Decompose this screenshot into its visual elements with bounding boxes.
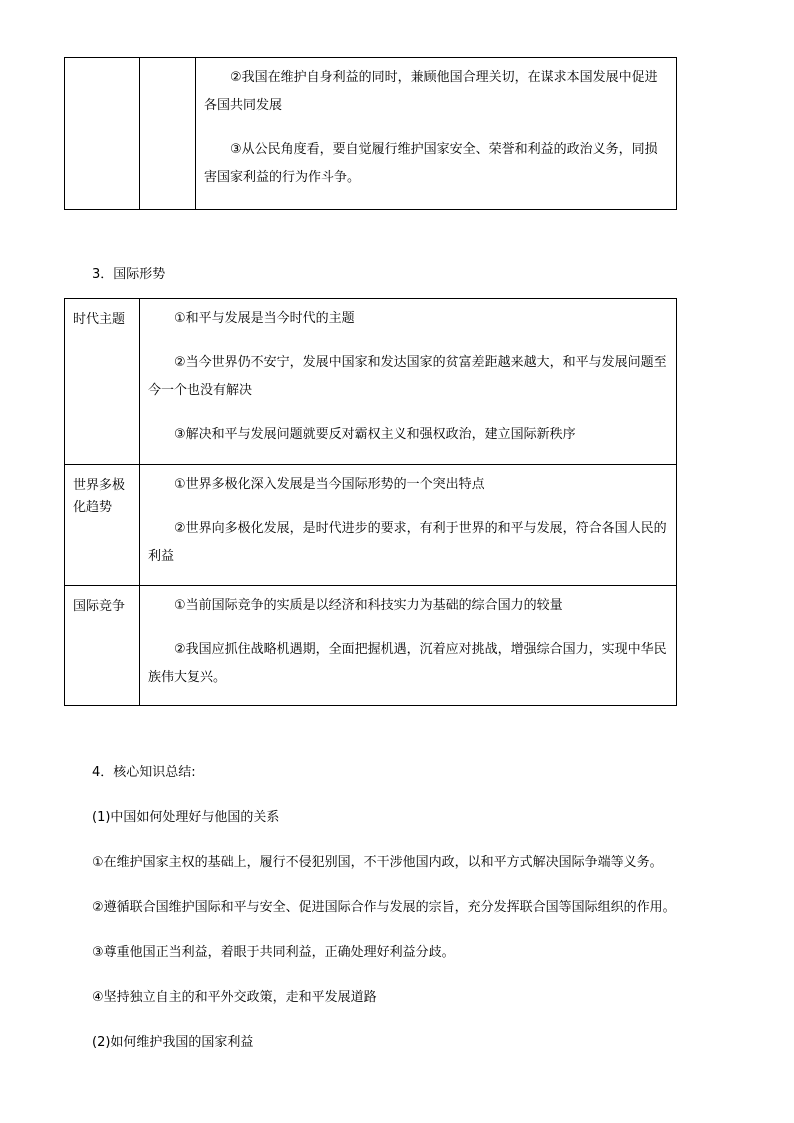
list-item: ②遵循联合国维护国际和平与安全、促进国际合作与发展的宗旨，充分发挥联合国等国际组织的作用。 xyxy=(92,900,676,915)
table-cell-content xyxy=(140,299,677,465)
paragraph: ①和平与发展是当今时代的主题 xyxy=(174,311,355,326)
list-item: ③尊重他国正当利益，着眼于共同利益，正确处理好利益分歧。 xyxy=(92,945,455,960)
table-cell-empty xyxy=(140,58,196,210)
subheading: (2)如何维护我国的国家利益 xyxy=(92,1035,254,1050)
table-row xyxy=(65,586,677,706)
section-heading: 3．国际形势 xyxy=(92,267,166,282)
paragraph: ③从公民角度看，要自觉履行维护国家安全、荣誉和利益的政治义务，同损害国家利益的行为作斗争。 xyxy=(204,142,658,185)
paragraph: ②我国应抓住战略机遇期，全面把握机遇，沉着应对挑战，增强综合国力，实现中华民族伟大复兴。 xyxy=(148,642,667,685)
subheading: (1)中国如何处理好与他国的关系 xyxy=(92,810,280,825)
paragraph: ①当前国际竞争的实质是以经济和科技实力为基础的综合国力的较量 xyxy=(174,598,563,613)
list-item: ④坚持独立自主的和平外交政策，走和平发展道路 xyxy=(92,990,377,1005)
row-label: 世界多极化趋势 xyxy=(65,465,140,586)
section-heading: 4．核心知识总结: xyxy=(92,765,196,780)
paragraph: ③解决和平与发展问题就要反对霸权主义和强权政治，建立国际新秩序 xyxy=(174,427,576,442)
paragraph: ②当今世界仍不安宁，发展中国家和发达国家的贫富差距越来越大，和平与发展问题至今一个也没有解决 xyxy=(148,355,667,398)
table-cell-content xyxy=(140,465,677,586)
paragraph: ②我国在维护自身利益的同时，兼顾他国合理关切，在谋求本国发展中促进各国共同发展 xyxy=(204,70,658,113)
table-cell-empty xyxy=(65,58,140,210)
international-situation-table xyxy=(64,298,677,706)
continuation-table xyxy=(64,57,677,210)
row-label: 国际竞争 xyxy=(65,586,140,706)
table-cell-content xyxy=(140,586,677,706)
paragraph: ①世界多极化深入发展是当今国际形势的一个突出特点 xyxy=(174,477,485,492)
row-label: 时代主题 xyxy=(65,299,140,465)
table-row xyxy=(65,465,677,586)
paragraph: ②世界向多极化发展，是时代进步的要求，有利于世界的和平与发展，符合各国人民的利益 xyxy=(148,521,667,564)
table-cell-content xyxy=(196,58,677,210)
list-item: ①在维护国家主权的基础上，履行不侵犯别国，不干涉他国内政，以和平方式解决国际争端等义务。 xyxy=(92,855,663,870)
table-row xyxy=(65,299,677,465)
